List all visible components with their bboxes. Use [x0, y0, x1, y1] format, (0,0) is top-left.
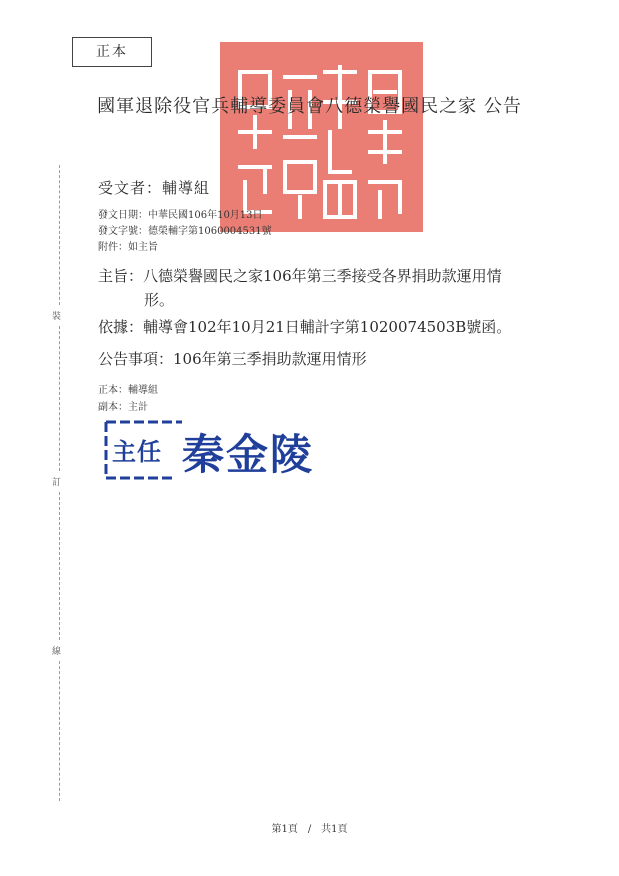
- original-copy-label: 正本: [72, 37, 152, 67]
- director-name: 秦金陵: [182, 430, 315, 479]
- attachment-note: 附件：如主旨: [98, 242, 158, 253]
- subject-section: [98, 264, 538, 312]
- director-signature-stamp: [104, 418, 354, 482]
- copy-recipients: 副本：主計: [98, 402, 148, 413]
- reference-number: 發文字號：德榮輔字第1060004531號: [98, 226, 272, 237]
- recipient: 受文者：輔導組: [98, 179, 211, 197]
- page-footer: 第1頁 / 共1頁: [271, 824, 348, 835]
- basis-section: 依據：輔導會102年10月21日輔計字第1020074503B號函。: [98, 318, 512, 336]
- document-title: 國軍退除役官兵輔導委員會八德榮譽國民之家 公告: [97, 96, 522, 117]
- issue-date: 發文日期：中華民國106年10月13日: [98, 210, 263, 221]
- subject-continuation: 形。: [144, 291, 175, 309]
- binding-mark-1: 裝: [52, 312, 62, 322]
- binding-mark-3: 線: [52, 647, 62, 657]
- binding-line-bottom: [59, 661, 60, 801]
- binding-line-middle: [59, 326, 60, 471]
- official-seal: [220, 42, 423, 232]
- binding-line-top: [59, 165, 60, 305]
- director-title: 主任: [112, 438, 162, 466]
- original-recipients: 正本：輔導組: [98, 385, 158, 396]
- binding-line-lower: [59, 492, 60, 640]
- notice-section: 公告事項：106年第三季捐助款運用情形: [98, 350, 367, 368]
- subject-text: 主旨：八德榮譽國民之家106年第三季接受各界捐助款運用情: [98, 267, 502, 285]
- binding-mark-2: 訂: [52, 478, 62, 488]
